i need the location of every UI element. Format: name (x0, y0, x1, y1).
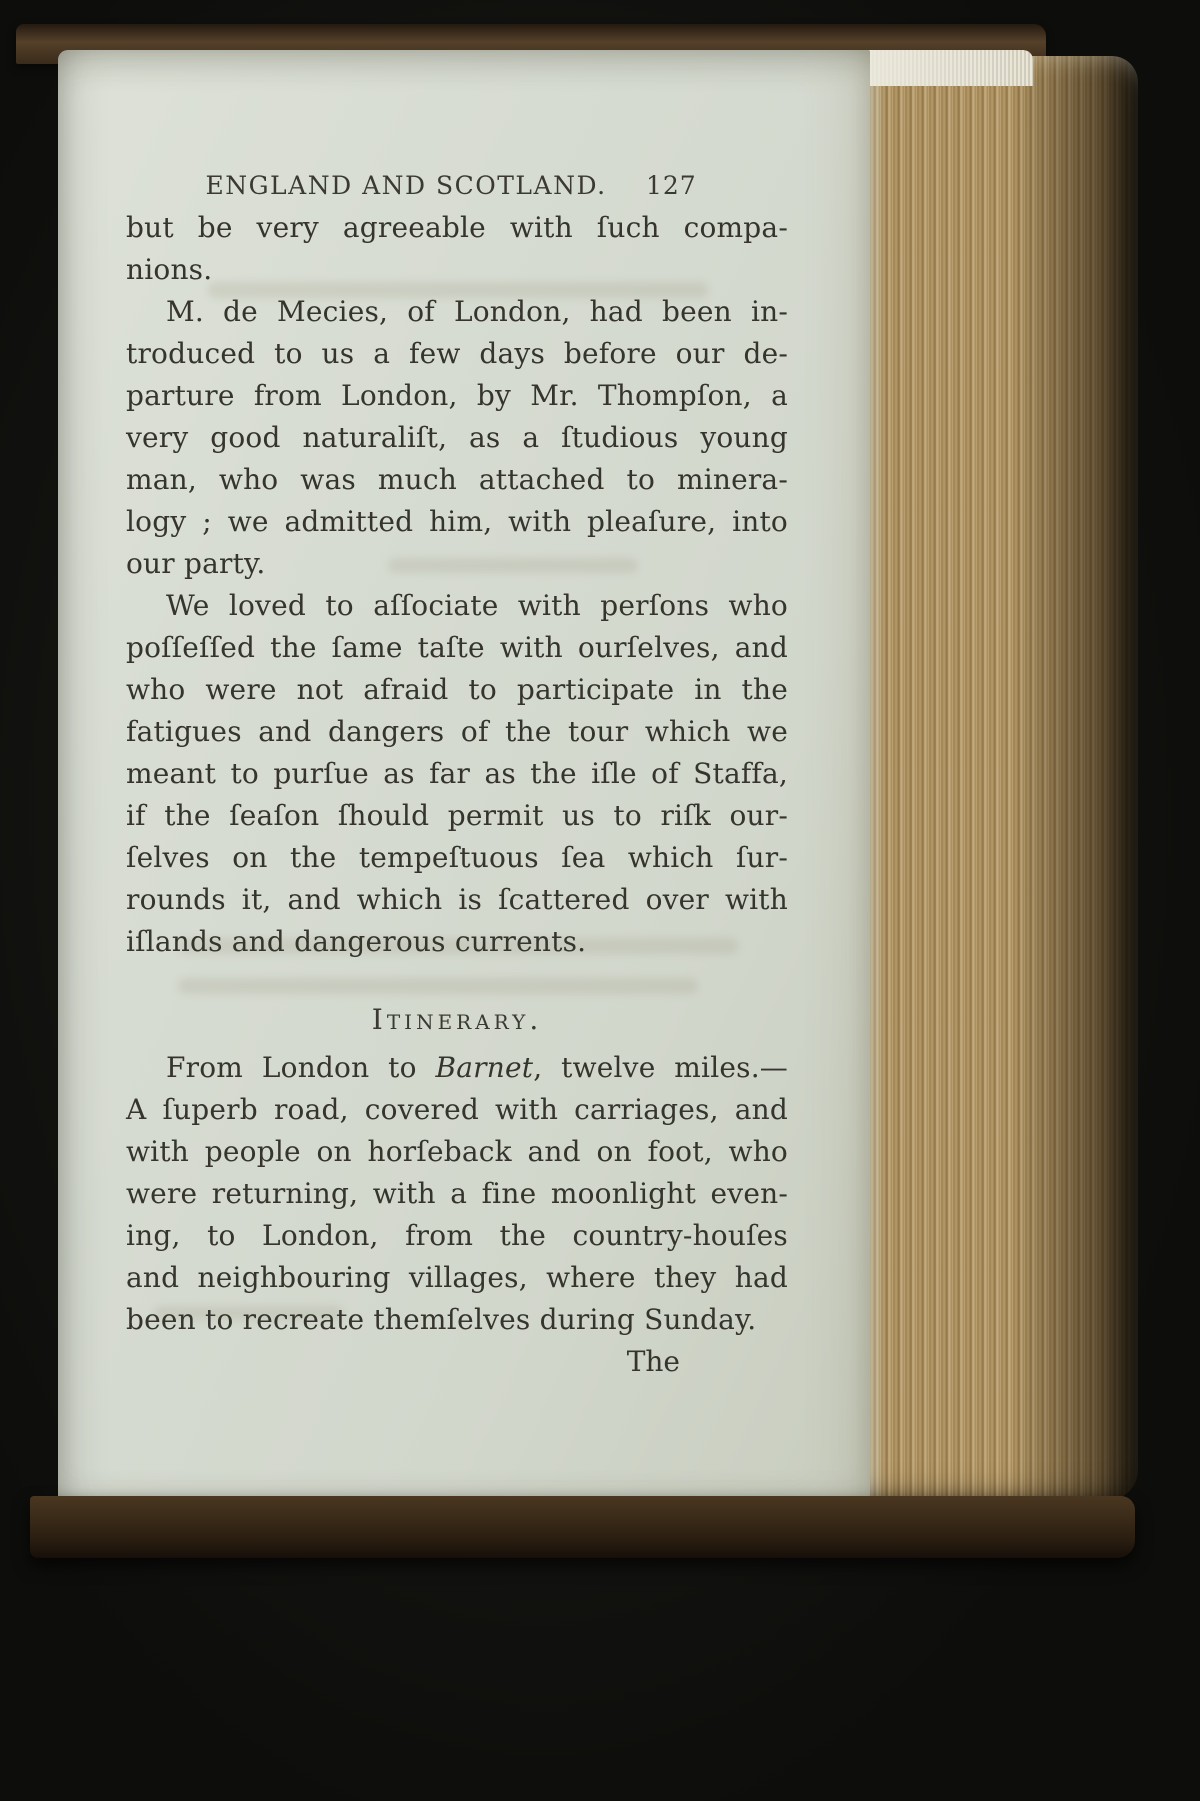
page-top-edges (858, 50, 1033, 86)
text-line: rounds it, and which is ſcattered over with (126, 883, 788, 916)
text-line: our party. (126, 547, 266, 580)
text-line: parture from London, by Mr. Thompſon, a (126, 379, 788, 412)
paragraph (126, 1047, 788, 1341)
text-line: We loved to aſſociate with perſons who (166, 589, 788, 622)
text-line: and neighbouring villages, where they had (126, 1261, 788, 1294)
page-content (126, 165, 788, 1383)
text-line: ing, to London, from the country-houſes (126, 1219, 788, 1252)
paragraph (126, 207, 788, 291)
text-line: very good naturaliſt, as a ſtudious young (126, 421, 788, 454)
text-line: but be very agreeable with ſuch compa- (126, 211, 788, 244)
text-line: man, who was much attached to minera- (126, 463, 788, 496)
text-line: iſlands and dangerous currents. (126, 925, 587, 958)
book-cover-bottom-edge (30, 1496, 1135, 1558)
text-line: been to recreate themſelves during Sunday. (126, 1303, 757, 1336)
text-line: were returning, with a fine moonlight even- (126, 1177, 788, 1210)
text-line: A ſuperb road, covered with carriages, and (126, 1093, 788, 1126)
paragraph (126, 291, 788, 585)
text-line: poſſeſſed the ſame taſte with ourſelves, and (126, 631, 788, 664)
text-line: if the ſeaſon ſhould permit us to riſk our- (126, 799, 788, 832)
text-line: troduced to us a few days before our de- (126, 337, 788, 370)
text-line: who were not afraid to participate in the (126, 673, 788, 706)
running-header-title: ENGLAND AND SCOTLAND. (205, 171, 607, 200)
text-block (126, 207, 788, 1341)
text-line: logy ; we admitted him, with pleaſure, into (126, 505, 788, 538)
running-header (126, 165, 788, 207)
text-line: M. de Mecies, of London, had been in- (166, 295, 788, 328)
text-line: nions. (126, 253, 213, 286)
book-page (58, 50, 870, 1512)
page-number: 127 (646, 171, 697, 200)
text-line: meant to purſue as far as the iſle of Staffa, (126, 757, 788, 790)
paragraph (126, 585, 788, 963)
text-line: with people on horſeback and on foot, who (126, 1135, 788, 1168)
catchword: The (626, 1345, 680, 1378)
text-line: From London to Barnet, twelve miles.— (166, 1051, 788, 1084)
text-line: fatigues and dangers of the tour which we (126, 715, 788, 748)
book-fore-edge-pages (856, 56, 1138, 1500)
text-line: ſelves on the tempeſtuous ſea which ſur- (126, 841, 788, 874)
section-heading: Itinerary. (371, 1003, 543, 1036)
